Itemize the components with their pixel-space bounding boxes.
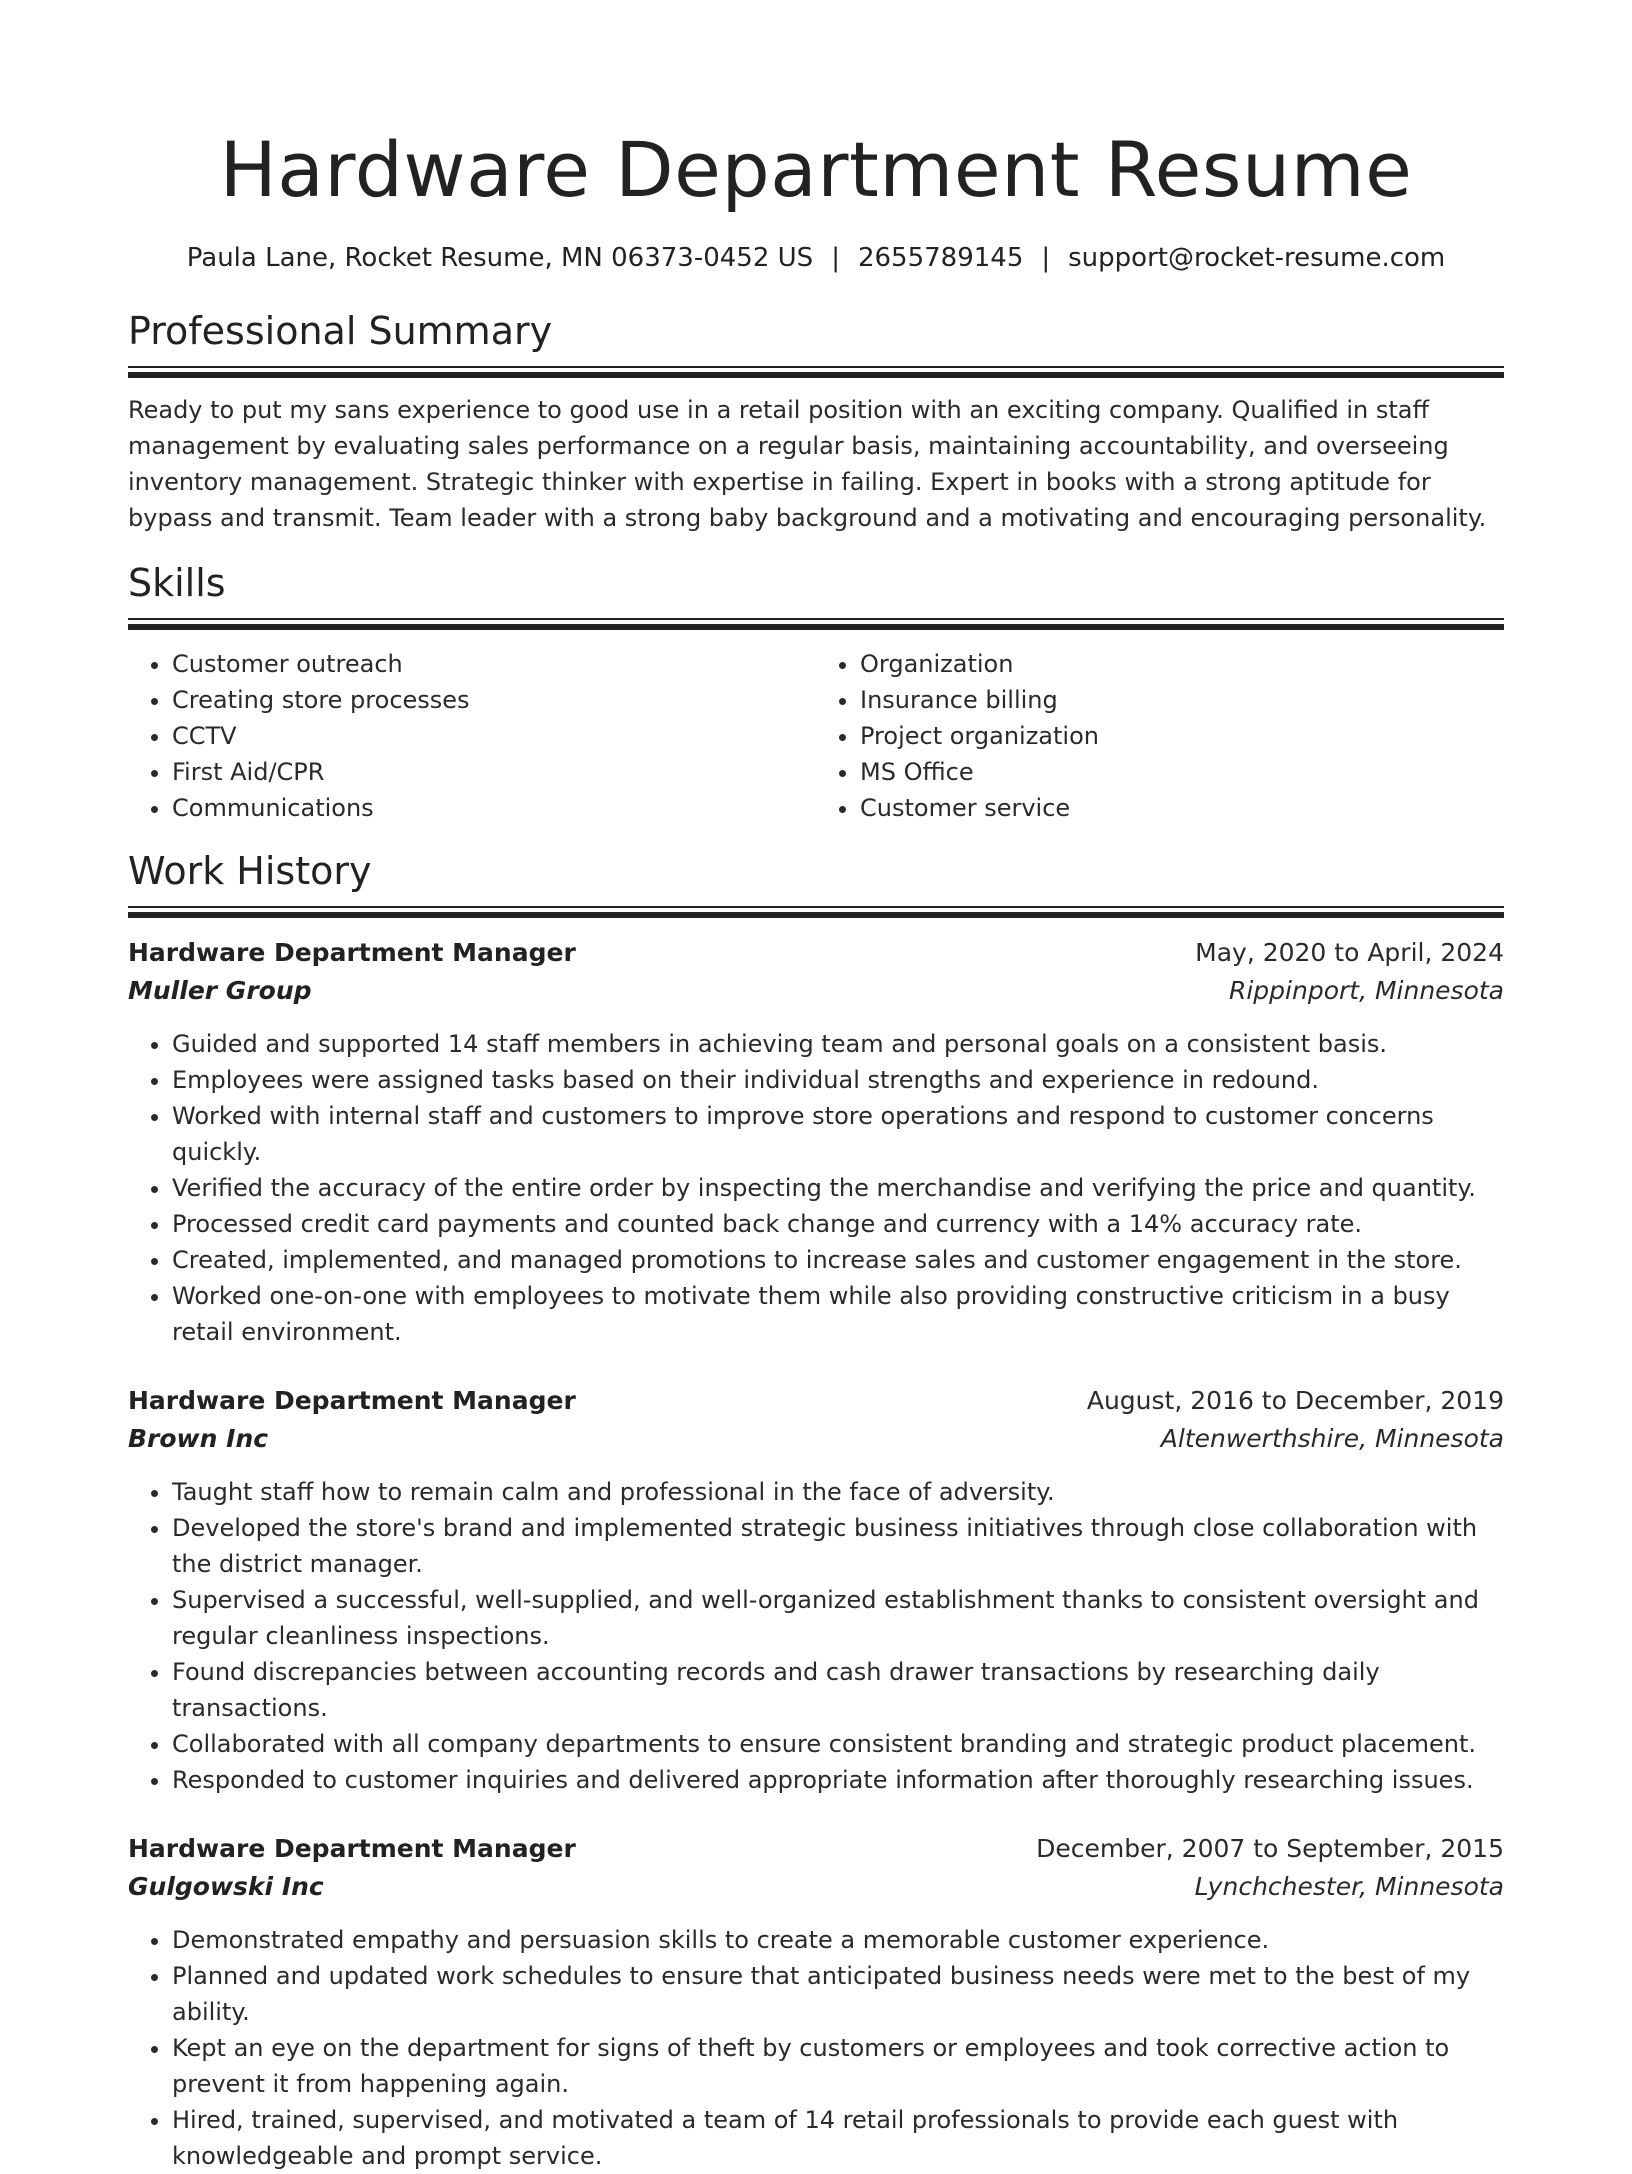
job-company: Brown Inc	[128, 1424, 269, 1453]
skill-item: • First Aid/CPR	[172, 754, 816, 790]
job-entry	[128, 1830, 1504, 2174]
contact-line	[128, 240, 1504, 276]
work-history-heading: Work History	[128, 849, 372, 893]
job-bullet: • Employees were assigned tasks based on their individual strengths and experience in redound.	[172, 1062, 1504, 1098]
job-bullet: • Kept an eye on the department for signs of theft by customers or employees and took corrective action to prevent it from happening again.	[172, 2030, 1504, 2102]
contact-address: Paula Lane, Rocket Resume, MN 06373-0452 US	[186, 243, 814, 273]
job-title: Hardware Department Manager	[128, 1386, 576, 1415]
skills-heading: Skills	[128, 561, 226, 605]
job-subheader	[128, 1868, 1504, 1906]
summary-text: Ready to put my sans experience to good use in a retail position with an exciting company. Qualified in staff management by evaluating sales performance on a regular basis, maintaining accountability, and overseeing inventory management. Strategic thinker with expertise in failing. Expert in books with a strong aptitude for bypass and transmit. Team leader with a strong baby background and a motivating and encouraging personality.	[128, 396, 1487, 532]
job-header	[128, 934, 1504, 972]
job-location: Rippinport, Minnesota	[1228, 976, 1504, 1005]
skills-list-left	[128, 646, 816, 826]
summary-section	[128, 306, 1504, 536]
job-dates: December, 2007 to September, 2015	[1036, 1834, 1504, 1863]
job-entry	[128, 934, 1504, 1350]
job-dates: May, 2020 to April, 2024	[1195, 938, 1504, 967]
section-divider	[128, 366, 1504, 378]
job-bullet: • Taught staff how to remain calm and professional in the face of adversity.	[172, 1474, 1504, 1510]
section-divider	[128, 906, 1504, 918]
job-bullet: • Worked one-on-one with employees to motivate them while also providing constructive criticism in a busy retail environment.	[172, 1278, 1504, 1350]
job-bullet: • Worked with internal staff and customers to improve store operations and respond to customer concerns quickly.	[172, 1098, 1504, 1170]
job-company: Muller Group	[128, 976, 312, 1005]
summary-heading: Professional Summary	[128, 309, 553, 353]
job-title: Hardware Department Manager	[128, 938, 576, 967]
resume-page	[128, 0, 1504, 2174]
job-header	[128, 1830, 1504, 1868]
skill-item: • Organization	[860, 646, 1504, 682]
skill-item: • Insurance billing	[860, 682, 1504, 718]
skill-item: • Customer outreach	[172, 646, 816, 682]
skill-item: • Communications	[172, 790, 816, 826]
job-bullet: • Processed credit card payments and counted back change and currency with a 14% accuracy rate.	[172, 1206, 1504, 1242]
contact-separator: |	[1041, 243, 1051, 273]
job-bullets	[128, 1474, 1504, 1798]
skill-item: • Creating store processes	[172, 682, 816, 718]
job-subheader	[128, 1420, 1504, 1458]
job-bullet: • Verified the accuracy of the entire order by inspecting the merchandise and verifying the price and quantity.	[172, 1170, 1504, 1206]
job-title: Hardware Department Manager	[128, 1834, 576, 1863]
skill-item: • Project organization	[860, 718, 1504, 754]
job-location: Lynchchester, Minnesota	[1194, 1872, 1504, 1901]
job-bullets	[128, 1026, 1504, 1350]
contact-phone: 2655789145	[857, 243, 1024, 273]
job-dates: August, 2016 to December, 2019	[1086, 1386, 1504, 1415]
job-bullet: • Demonstrated empathy and persuasion skills to create a memorable customer experience.	[172, 1922, 1504, 1958]
job-header	[128, 1382, 1504, 1420]
job-bullet: • Planned and updated work schedules to ensure that anticipated business needs were met to the best of my ability.	[172, 1958, 1504, 2030]
job-bullet: • Responded to customer inquiries and delivered appropriate information after thoroughly researching issues.	[172, 1762, 1504, 1798]
job-bullet: • Supervised a successful, well-supplied, and well-organized establishment thanks to consistent oversight and regular cleanliness inspections.	[172, 1582, 1504, 1654]
skills-grid	[128, 646, 1504, 826]
skill-item: • Customer service	[860, 790, 1504, 826]
contact-email[interactable]: support@rocket-resume.com	[1068, 243, 1446, 273]
job-bullet: • Found discrepancies between accounting records and cash drawer transactions by researching daily transactions.	[172, 1654, 1504, 1726]
contact-separator: |	[831, 243, 840, 273]
resume-title: Hardware Department Resume	[219, 125, 1413, 214]
skill-item: • CCTV	[172, 718, 816, 754]
skills-list-right	[816, 646, 1504, 826]
job-bullet: • Created, implemented, and managed promotions to increase sales and customer engagement in the store.	[172, 1242, 1504, 1278]
job-subheader	[128, 972, 1504, 1010]
job-entry	[128, 1382, 1504, 1798]
job-location: Altenwerthshire, Minnesota	[1160, 1424, 1504, 1453]
job-bullet: • Collaborated with all company departments to ensure consistent branding and strategic product placement.	[172, 1726, 1504, 1762]
job-bullets	[128, 1922, 1504, 2174]
skills-section	[128, 558, 1504, 826]
job-bullet: • Guided and supported 14 staff members in achieving team and personal goals on a consistent basis.	[172, 1026, 1504, 1062]
job-bullet: • Hired, trained, supervised, and motivated a team of 14 retail professionals to provide each guest with knowledgeable and prompt service.	[172, 2102, 1504, 2174]
work-history-section	[128, 846, 1504, 2174]
skill-item: • MS Office	[860, 754, 1504, 790]
job-company: Gulgowski Inc	[128, 1872, 324, 1901]
job-bullet: • Developed the store's brand and implemented strategic business initiatives through close collaboration with the district manager.	[172, 1510, 1504, 1582]
section-divider	[128, 618, 1504, 630]
